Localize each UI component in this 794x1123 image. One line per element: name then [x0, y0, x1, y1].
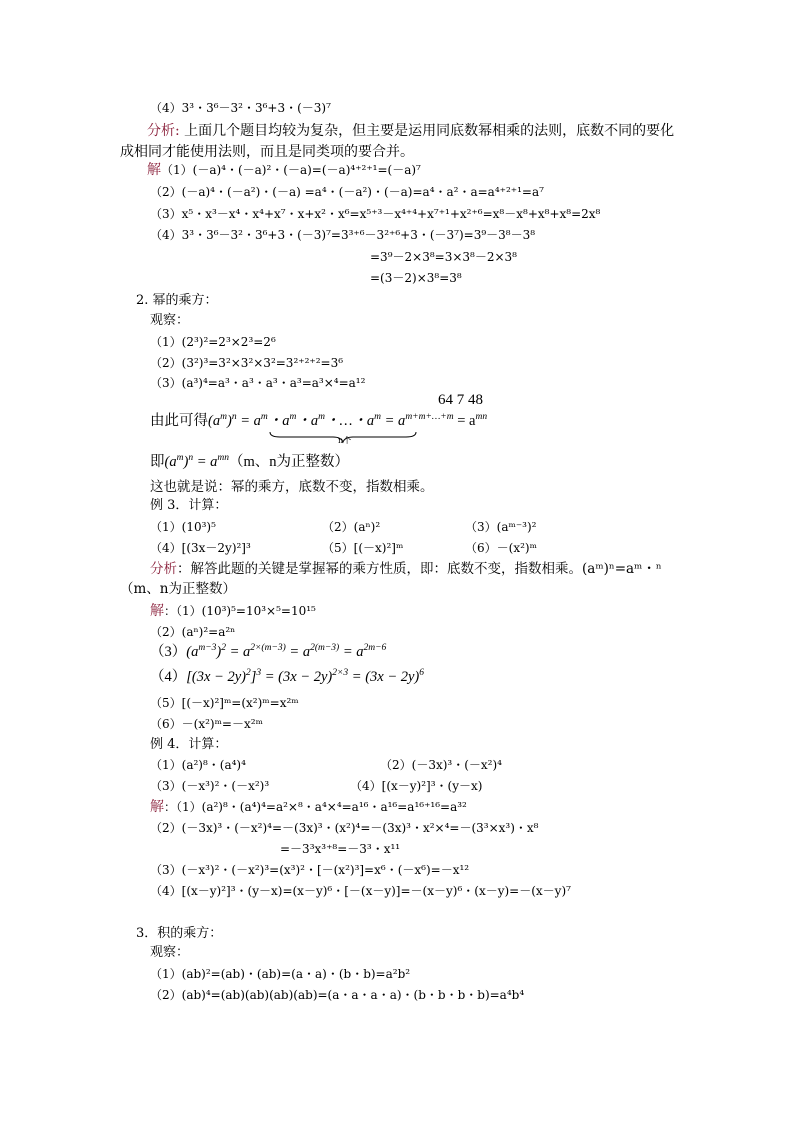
rule-statement: 这也就是说：幂的乘方，底数不变，指数相乘。 [150, 479, 434, 495]
ex3-solution-1: 解：（1）(10³)⁵=10³×⁵=10¹⁵ [150, 603, 316, 619]
ex3-solution-3: $(3)(a^{m-3})^2 = a^{2\times(m-3)} = a^{2(m-3)} = a^{2m-6}$ [150, 643, 387, 660]
example-3-title: 例 3．计算： [150, 498, 228, 513]
solution-4-step-3: =(3－2)×3⁸=3⁸ [370, 271, 462, 285]
ex3-solution-5: （5）[(－x)²]ᵐ=(x²)ᵐ=x²ᵐ [150, 696, 299, 710]
analysis-label: 分析: [147, 123, 180, 139]
ex4-solution-3: （3）(－x³)²・(－x²)³=(x³)²・[－(x²)³]=x⁶・(－x⁶)=－x¹² [150, 863, 470, 877]
observe-label: 观察： [150, 313, 190, 328]
ex4-item-4: （4）[(x－y)²]³・(y－x) [350, 779, 483, 793]
ex3-analysis: 分析：解答此题的关键是掌握幂的乘方性质，即：底数不变，指数相乘。(aᵐ)ⁿ=aᵐ・ⁿ [150, 561, 662, 577]
section-3-heading: 3．积的乘方： [136, 926, 223, 941]
ex3-item-6: （6）－(x²)ᵐ [465, 541, 537, 555]
question-4: （4）3³・3⁶－3²・3⁶+3・(－3)⁷ [150, 101, 331, 115]
observe-2: （2）(3²)³=3²×3²×3²=3²⁺²⁺²=3⁶ [150, 356, 344, 370]
ex3-item-2: （2）(aⁿ)² [322, 520, 381, 534]
solution-3: （3）x⁵・x³－x⁴・x⁴+x⁷・x+x²・x⁶=x⁵⁺³－x⁴⁺⁴+x⁷⁺¹+x²⁺⁶=x⁸－x⁸+x⁸+x⁸=2x⁸ [150, 207, 601, 221]
section-3-observe-1: （1）(ab)²=(ab)・(ab)=(a・a)・(b・b)=a²b² [150, 967, 411, 981]
analysis-text-1: 上面几个题目均较为复杂，但主要是运用同底数幂相乘的法则，底数不同的要化 [179, 123, 675, 139]
ex4-solution-1: 解：（1）(a²)⁸・(a⁴)⁴=a²×⁸・a⁴×⁴=a¹⁶・a¹⁶=a¹⁶⁺¹⁶=a³² [150, 799, 467, 815]
solution-4-step-2: =3⁹－2×3⁸=3×3⁸－2×3⁸ [370, 250, 517, 264]
solution-label: 解 [147, 162, 161, 178]
analysis-text-2: 成相同才能使用法则，而且是同类项的要合并。 [120, 144, 414, 160]
example-4-title: 例 4．计算： [150, 737, 228, 752]
section-2-heading: 2. 幂的乘方： [136, 293, 218, 308]
ex4-item-2: （2）(－3x)³・(－x²)⁴ [380, 758, 502, 772]
brace-bottom-label: n个 [338, 436, 352, 445]
ex4-solution-2: （2）(－3x)³・(－x²)⁴=－(3x)³・(x²)⁴=－(3x)³・x²×⁴=－(3³×x³)・x⁸ [150, 821, 539, 835]
ex4-solution-4: （4）[(x－y)²]³・(y－x)=(x－y)⁶・[－(x－y)]=－(x－y)⁶・(x－y)=－(x－y)⁷ [150, 884, 571, 898]
analysis-paragraph [147, 122, 674, 140]
conclusion-line: 即$(a^m)^n = a^{mn}(m$、n为正整数） [150, 453, 350, 470]
ex4-item-1: （1）(a²)⁸・(a⁴)⁴ [150, 758, 246, 772]
observe-3: （3）(a³)⁴=a³・a³・a³・a³=a³×⁴=a¹² [150, 376, 366, 390]
solution-1: 解（1）(－a)⁴・(－a)²・(－a)=(－a)⁴⁺²⁺¹=(－a)⁷ [147, 162, 421, 178]
ex4-item-3: （3）(－x³)²・(－x²)³ [150, 779, 270, 793]
derivation-line: 由此可得$(a^m)^n = a^m$・$a^m$・$a^m$・…・$a^m = a^{m+m+\dots+m} = a^{mn}$ [150, 412, 488, 429]
section-3-observe-2: （2）(ab)⁴=(ab)(ab)(ab)(ab)=(a・a・a・a)・(b・b・b・b)=a⁴b⁴ [150, 988, 525, 1002]
ex3-item-1: （1）(10³)⁵ [150, 520, 216, 534]
observe-1: （1）(2³)²=2³×2³=2⁶ [150, 335, 276, 349]
ex3-item-4: （4）[(3x－2y)²]³ [150, 541, 251, 555]
ex3-solution-2: （2）(aⁿ)²=a²ⁿ [150, 625, 236, 639]
ex3-analysis-2: （m、n为正整数） [120, 581, 236, 597]
ex4-solution-2b: =－3³x³⁺⁸=－3³・x¹¹ [280, 842, 401, 856]
solution-2: （2）(－a)⁴・(－a²)・(－a) =a⁴・(－a²)・(－a)=a⁴・a²・a=a⁴⁺²⁺¹=a⁷ [150, 185, 544, 199]
ex3-item-3: （3）(aᵐ⁻³)² [465, 520, 537, 534]
solution-4: （4）3³・3⁶－3²・3⁶+3・(－3)⁷=3³⁺⁶－3²⁺⁶+3・(－3⁷)=3⁹－3⁸－3⁸ [150, 228, 536, 242]
ex3-solution-4: $(4)[(3x - 2y)^2]^3 = (3x - 2y)^{2\times 3} = (3x - 2y)^6$ [150, 668, 425, 685]
ex3-item-5: （5）[(－x)²]ᵐ [322, 541, 404, 555]
ex3-solution-6: （6）－(x²)ᵐ=－x²ᵐ [150, 717, 263, 731]
brace-top-label: 64 7 48 [438, 392, 483, 408]
section-3-observe: 观察： [150, 945, 190, 960]
